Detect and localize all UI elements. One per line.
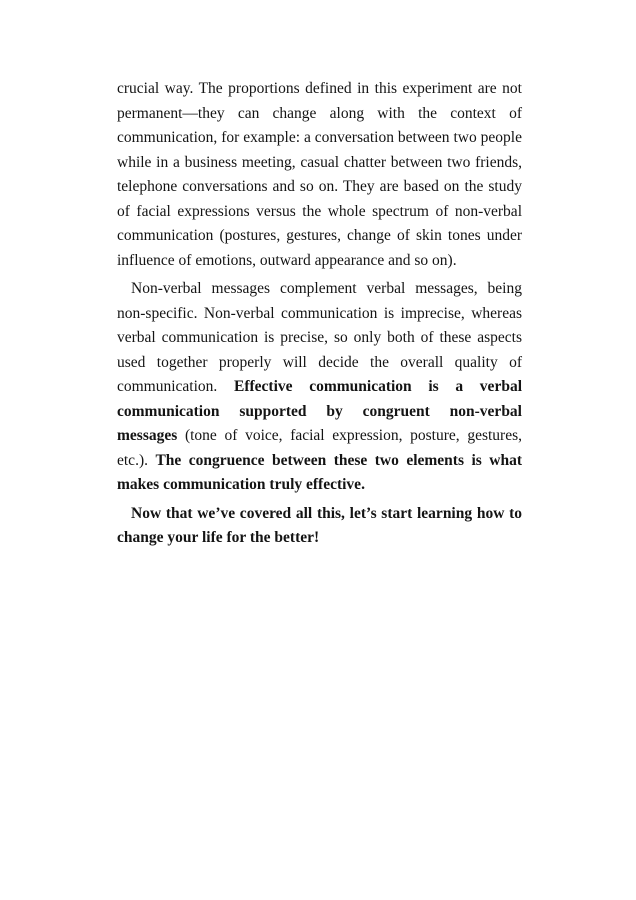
paragraph-context-of-communication [117, 77, 522, 273]
text-run: crucial way. The proportions defined in this experiment are not permanent—they can change along with the context of communication, for example: a conversation between two people while in a business meeting, casual chatter between two friends, telephone conversations and so on. They are based on the study of facial expressions versus the whole spectrum of non-verbal communication (postures, gestures, change of skin tones under influence of emotions, outward appearance and so on). [117, 80, 522, 269]
text-run: Non-verbal messages complement verbal messages, being non-specific. Non-verbal communication is imprecise, whereas verbal communication is precise, so only both of these aspects used together properly will decide the overall quality of communication. [117, 280, 522, 395]
bold-text-run: Now that we’ve covered all this, let’s start learning how to change your life for the better! [117, 504, 522, 546]
bold-text-run: The congruence between these two elements is what makes communication truly effective. [117, 451, 522, 493]
paragraph-closing [117, 502, 522, 551]
text-run: (tone of voice, facial expression, posture, gestures, etc.). [117, 427, 522, 469]
document-page [117, 77, 522, 555]
paragraph-verbal-nonverbal [117, 277, 522, 498]
bold-text-run: Effective communication is a verbal communication supported by congruent non-verbal messages [117, 378, 522, 444]
